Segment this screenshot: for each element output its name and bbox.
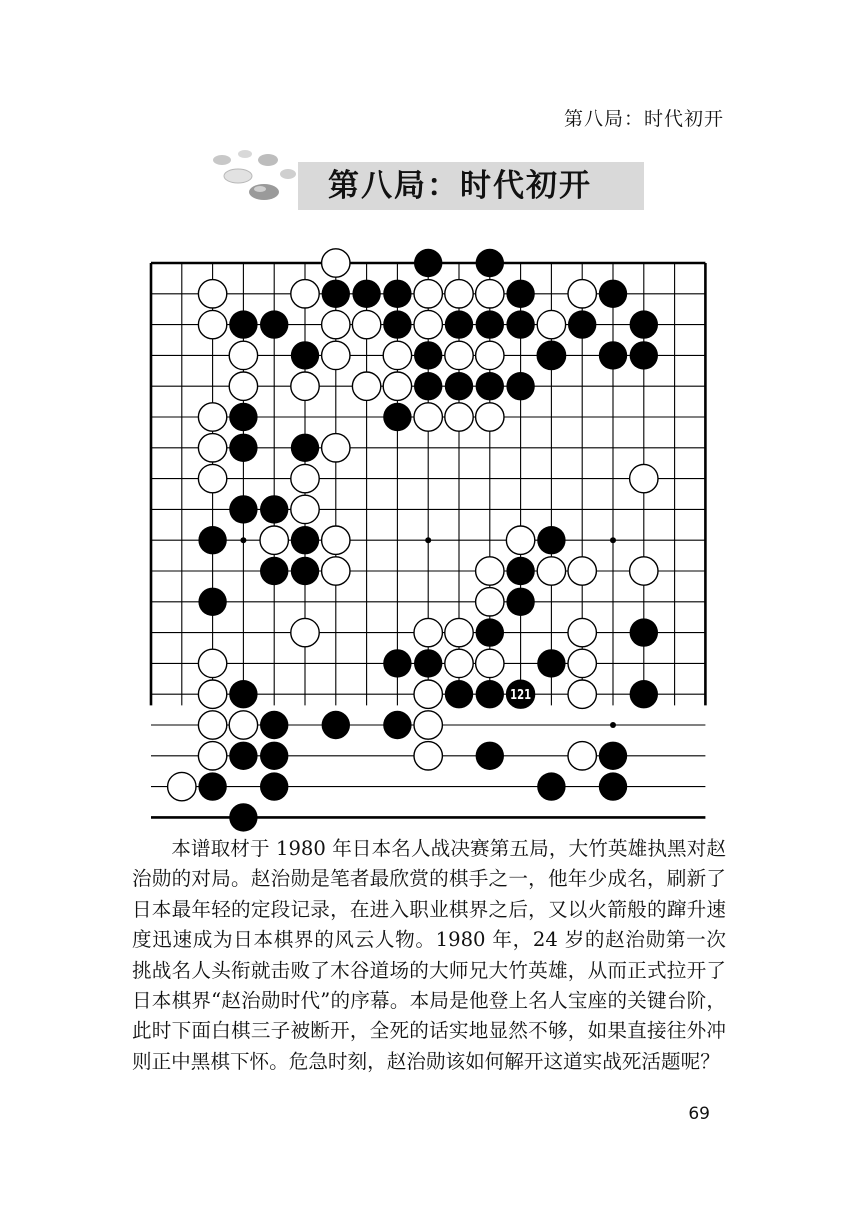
black-stone: [383, 310, 411, 338]
black-stone: [322, 280, 350, 308]
white-stone: [229, 341, 257, 369]
white-stone: [445, 649, 473, 677]
black-stone: [476, 618, 504, 646]
black-stone: [291, 557, 319, 585]
white-stone: [476, 557, 504, 585]
white-stone: [322, 526, 350, 554]
white-stone: [352, 372, 380, 400]
white-stone: [260, 526, 288, 554]
white-stone: [198, 403, 226, 431]
black-stone: [476, 372, 504, 400]
white-stone: [414, 742, 442, 770]
black-stone: [229, 310, 257, 338]
white-stone: [506, 526, 534, 554]
black-stone: [260, 495, 288, 523]
page-number: 69: [688, 1104, 710, 1124]
black-stone: [198, 588, 226, 616]
white-stone: [198, 649, 226, 677]
white-stone: [383, 372, 411, 400]
black-stone: [229, 680, 257, 708]
black-stone: [537, 649, 565, 677]
black-stone: [568, 310, 596, 338]
black-stone: [260, 772, 288, 800]
white-stone: [322, 341, 350, 369]
black-stone: [414, 249, 442, 277]
black-stone: [630, 341, 658, 369]
white-stone: [291, 618, 319, 646]
black-stone: [630, 310, 658, 338]
black-stone: [630, 680, 658, 708]
black-stone: [229, 803, 257, 831]
running-header: 第八局：时代初开: [563, 108, 724, 130]
white-stone: [568, 649, 596, 677]
white-stone: [291, 495, 319, 523]
black-stone: [383, 649, 411, 677]
white-stone: [414, 280, 442, 308]
white-stone: [568, 680, 596, 708]
white-stone: [476, 649, 504, 677]
black-stone: [599, 341, 627, 369]
white-stone: [414, 310, 442, 338]
black-stone: [506, 280, 534, 308]
white-stone: [445, 403, 473, 431]
black-stone: [229, 434, 257, 462]
white-stone: [568, 742, 596, 770]
star-point: [425, 537, 431, 543]
black-stone: [414, 341, 442, 369]
white-stone: [322, 310, 350, 338]
black-stone: [630, 618, 658, 646]
black-stone: [506, 557, 534, 585]
white-stone: [414, 403, 442, 431]
black-stone: [291, 526, 319, 554]
black-stone: [322, 711, 350, 739]
white-stone: [414, 711, 442, 739]
black-stone: [383, 280, 411, 308]
body-paragraph: 本谱取材于 1980 年日本名人战决赛第五局，大竹英雄执黑对赵治勋的对局。赵治勋是笔者最欣赏的棋手之一，他年少成名，刷新了日本最年轻的定段记录，在进入职业棋界之后，又以火箭般的蹿升速度迅速成为日本棋界的风云人物。1980 年，24 岁的赵治勋第一次挑战名人头衔就击败了木谷道场的大师兄大竹英雄，从而正式拉开了日本棋界“赵治勋时代”的序幕。本局是他登上名人宝座的关键台阶，此时下面白棋三子被断开，全死的话实地显然不够，如果直接往外冲则正中黑棋下怀。危急时刻，赵治勋该如何解开这道实战死活题呢？: [132, 837, 726, 1073]
white-stone: [476, 341, 504, 369]
black-stone: [291, 434, 319, 462]
black-stone: [291, 341, 319, 369]
move-number-label: 121: [510, 688, 532, 704]
black-stone: [383, 711, 411, 739]
black-stone: [599, 280, 627, 308]
black-stone: [260, 742, 288, 770]
white-stone: [568, 557, 596, 585]
star-point: [610, 722, 616, 728]
chapter-title: 第八局：时代初开: [328, 168, 592, 204]
white-stone: [198, 680, 226, 708]
white-stone: [537, 310, 565, 338]
black-stone: [229, 495, 257, 523]
white-stone: [352, 310, 380, 338]
black-stone: [414, 372, 442, 400]
black-stone: [506, 372, 534, 400]
white-stone: [229, 711, 257, 739]
white-stone: [198, 310, 226, 338]
black-stone: [198, 526, 226, 554]
white-stone: [291, 280, 319, 308]
white-stone: [537, 557, 565, 585]
white-stone: [198, 280, 226, 308]
white-stone: [291, 464, 319, 492]
black-stone: [229, 403, 257, 431]
white-stone: [445, 341, 473, 369]
white-stone: [322, 557, 350, 585]
black-stone: [445, 310, 473, 338]
white-stone: [168, 772, 196, 800]
black-stone: [537, 772, 565, 800]
black-stone: [445, 680, 473, 708]
white-stone: [476, 403, 504, 431]
white-stone: [630, 557, 658, 585]
white-stone: [414, 680, 442, 708]
white-stone: [476, 588, 504, 616]
black-stone: [445, 372, 473, 400]
black-stone: [506, 588, 534, 616]
white-stone: [322, 249, 350, 277]
black-stone: [229, 742, 257, 770]
white-stone: [322, 434, 350, 462]
black-stone: [476, 249, 504, 277]
white-stone: [383, 341, 411, 369]
black-stone: [506, 310, 534, 338]
black-stone: [476, 680, 504, 708]
white-stone: [568, 618, 596, 646]
black-stone: [599, 742, 627, 770]
black-stone: [260, 711, 288, 739]
black-stone: [537, 526, 565, 554]
white-stone: [568, 280, 596, 308]
star-point: [240, 537, 246, 543]
white-stone: [229, 372, 257, 400]
black-stone: [260, 557, 288, 585]
white-stone: [445, 618, 473, 646]
white-stone: [198, 742, 226, 770]
white-stone: [414, 618, 442, 646]
white-stone: [291, 372, 319, 400]
black-stone: [537, 341, 565, 369]
white-stone: [198, 711, 226, 739]
white-stone: [198, 434, 226, 462]
black-stone: [260, 310, 288, 338]
black-stone: [599, 772, 627, 800]
star-point: [610, 537, 616, 543]
black-stone: [476, 742, 504, 770]
white-stone: [198, 464, 226, 492]
black-stone: [476, 310, 504, 338]
black-stone: [414, 649, 442, 677]
white-stone: [630, 464, 658, 492]
black-stone: [198, 772, 226, 800]
black-stone: [383, 403, 411, 431]
white-stone: [476, 280, 504, 308]
black-stone: [352, 280, 380, 308]
white-stone: [445, 280, 473, 308]
